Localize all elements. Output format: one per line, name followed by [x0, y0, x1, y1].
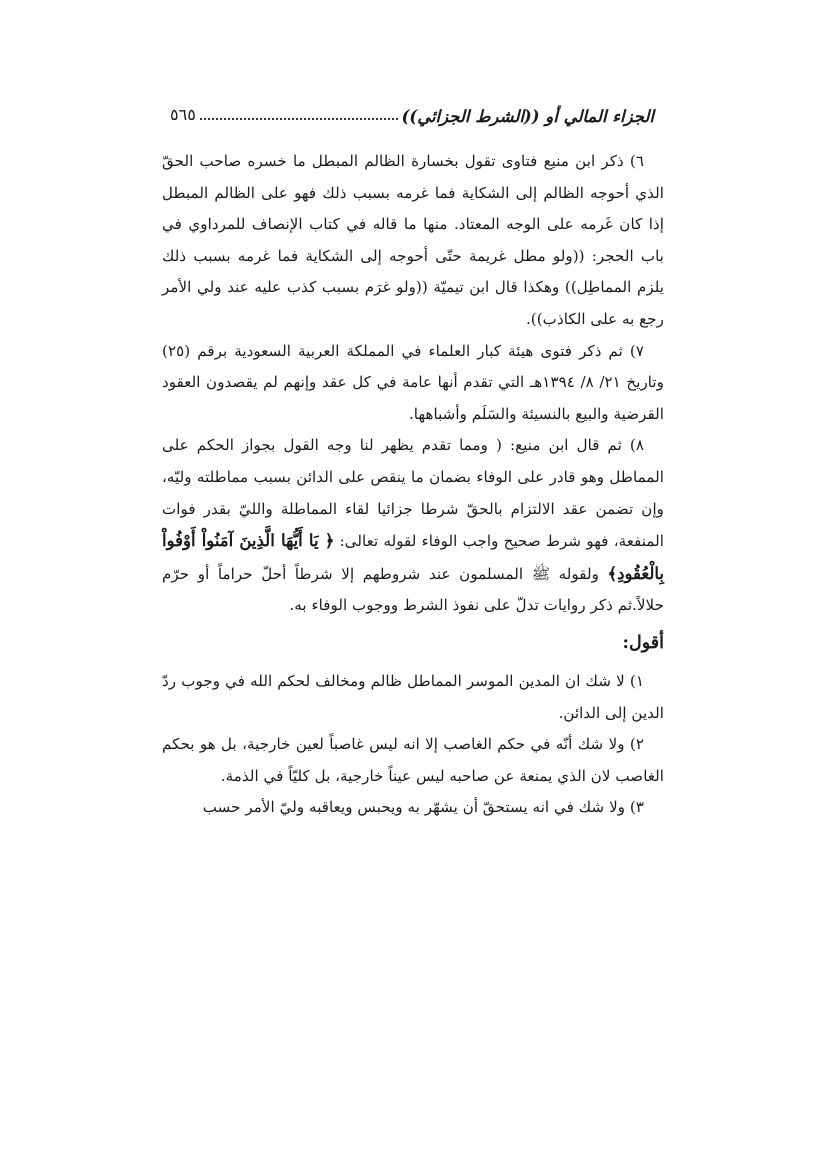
comment-2: ٢) ولا شك أنّه في حكم الغاصب إلا انه ليس غاصباً لعين خارجية، بل هو بحكم الغاصب لان الذي يمنعة عن صاحبه ليس عيناً خارجية، بل كليّاً في الذمة.	[162, 735, 664, 785]
paragraph-6: ٦) ذكر ابن منيع فتاوى تقول بخسارة الظالم المبطل ما خسره صاحب الحقّ الذي أحوجه الظالم إلى الشكاية فما غرمه بسبب ذلك فهو على الظالم المبطل إذا كان غَرمه على الوجه المعتاد. منها ما قاله في كتاب الإنصاف للمرداوي في باب الحجر: ((ولو مطل غريمة حتّى أحوجه إلى الشكاية فما غرمه بسبب ذلك يلزم المماطِل)) وهكذا قال ابن تيميّة ((ولو غرَم بسبب كذب عليه عند ولي الأمر رجع به على الكاذب)).	[162, 152, 664, 328]
paragraph-8-continuation: ولقوله ﷺ المسلمون عند شروطهم إلا شرطاً أحلّ حراماً أو حرّم حلالاً.ثم ذكر روايات تدلّ على نفوذ الشرط ووجوب الوفاء به.	[162, 564, 664, 615]
quran-verse: ﴿ يَا أَيُّهَا الَّذِينَ آمَنُواْ أَوْفُواْ بِالْعُقُودِ﴾	[162, 531, 664, 583]
paragraph-8-text: ٨) ثم قال ابن منيع: ( ومما تقدم يظهر لنا وجه القول بجواز الحكم على المماطل وهو قادر على الوفاء بضمان ما ينقص على الدائن بسبب مماطلته وليّه، وإن تضمن عقد الالتزام بالحقّ شرطا جزائيا لقاء المماطلة والليّ بقدر فوات المنفعة، فهو شرط صحيح واجب الوفاء لقوله تعالى:	[162, 436, 664, 551]
page-number: ٥٦٥	[170, 105, 196, 124]
leader-dots	[200, 117, 398, 120]
comment-3: ٣) ولا شك في انه يستحقّ أن يشهّر به ويحبس ويعاقبه وليّ الأمر حسب	[202, 798, 644, 817]
running-title: الجزاء المالي أو ((الشرط الجزائي))	[401, 107, 654, 126]
page-body	[162, 146, 664, 824]
section-heading: أقول:	[622, 632, 664, 653]
comment-1: ١) لا شك ان المدين الموسر المماطل ظالم ومخالف لحكم الله في وجوب ردّ الدين إلى الدائن.	[162, 671, 664, 722]
paragraph-8	[162, 430, 664, 622]
page-header	[170, 96, 654, 126]
paragraph-7: ٧) ثم ذكر فتوى هيئة كبار العلماء في المملكة العربية السعودية برقم (٢٥) وتاريخ ٢١/ ٨/ ١٣٩٤هـ التي تقدم أنها عامة في كل عقد وإنهم لم يقصدون العقود القرضية والبيع بالنسيئة والسَلَم وأشباهها.	[162, 341, 664, 423]
